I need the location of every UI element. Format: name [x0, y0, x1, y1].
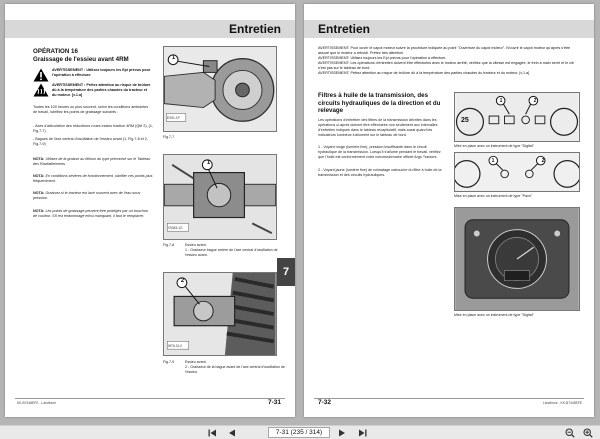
- figure-caption: Mise en place avec un instrument de type "Digital": [454, 313, 534, 317]
- intro-text: Toutes les 100 heures ou plus souvent, selon les conditions ambiantes de travail, lubrifiez les points de graissage suivants :: [33, 105, 149, 114]
- operation-heading: [33, 48, 153, 63]
- figure-rear-bushing: [163, 154, 277, 240]
- note-label: NOTA:: [33, 157, 45, 161]
- next-page-icon[interactable]: [336, 427, 348, 439]
- page-indicator[interactable]: 7-31 (235 / 314): [268, 427, 330, 438]
- figure-caption: Fig.7-7: [163, 135, 175, 139]
- figure-pavo-dashboard: [454, 152, 580, 192]
- callout-number: 2: [541, 158, 545, 164]
- footer-divider: [15, 398, 285, 399]
- note-severe: NOTA: En conditions sévères de fonctionnement, lubrifier ces points plus fréquemment.: [33, 174, 153, 183]
- note-label: NOTA:: [33, 191, 45, 195]
- warning-epi: AVERTISSEMENT: Utilisez toujours les Epi prévus pour l'opération à effectuer.: [318, 56, 447, 60]
- figure-reference: EX91-1P: [167, 116, 180, 120]
- operation-subtitle: Graissage de l'essieu avant 4RM: [33, 55, 129, 63]
- figure-caption: Mise en place avec un instrument de type "Digital": [454, 144, 534, 148]
- prev-page-icon[interactable]: [226, 427, 238, 439]
- first-page-icon[interactable]: [206, 427, 218, 439]
- figure-digital-dashboard: [454, 92, 580, 142]
- warning-triangle-icon: [33, 68, 49, 82]
- right-page: [304, 4, 594, 417]
- indicator-yellow: 2 - Voyant jaune (lumière fixe) de colmatage cartouche du filtre à huile de la transmission et des circuits hydrauliques.: [318, 168, 442, 177]
- figure-front-bushing: [163, 272, 277, 356]
- note-label: NOTA:: [33, 209, 45, 213]
- dashboard-photo-illustration: [455, 208, 579, 310]
- callout-number: 1: [206, 160, 211, 166]
- indicator-red: 1 - Voyant rouge (lumière fixe), pression insuffisante dans le circuit hydraulique de la transmission. Lorsqu'il s'allume pendant le travail, vérifiez que l'huile est conformément votre concessionnaire officiel Argo Tractors.: [318, 145, 441, 159]
- axle-pivot-illustration: [164, 47, 276, 131]
- zoom-in-icon[interactable]: [582, 427, 594, 439]
- note-washing: NOTA: Graissez si le tracteur est lavé souvent avec de l'eau sous pression.: [33, 191, 141, 200]
- viewer-toolbar: [0, 425, 600, 439]
- figure-description: Essieu avant. 1 - Graisseur bague arrière de l'axe central d'oscillation de l'essieu avant.: [185, 243, 278, 257]
- header-title: Entretien: [318, 22, 371, 36]
- figure-description: Essieu avant. 2 - Graisseur de la bague avant de l'axe central d'oscillation de l'essieu.: [185, 360, 285, 374]
- callout-number: 1: [171, 55, 176, 61]
- page-number: 7-32: [318, 399, 332, 406]
- bullet-item: - Axes d'articulation des réducteurs roues essieu traction 4RM (Qté 2), (1, Fig.7-7): [33, 124, 153, 133]
- warnings-block: [318, 46, 580, 76]
- warning-hood: AVERTISSEMENT: Pour ouvrir le capot moteur suivre la procédure indiquée au point "Ouverture du capot moteur". N'ouvrir le capot moteur qu'après s'être assuré que le moteur a refroidi. Prêtez très attention.: [318, 46, 571, 55]
- footer-text: KK-B7448EFE - Landforce: [17, 401, 57, 405]
- warning-burn: AVERTISSEMENT: Prêtez attention au risque de brûlure dû à la température des parties chaudes du tracteur et du moteur. [v.1.a]: [318, 71, 530, 75]
- figure-reference: WT6-3J-0: [168, 344, 182, 348]
- callout-number: 1: [499, 98, 503, 104]
- footer-divider: [314, 398, 584, 399]
- figure-caption: Fig.7-8: [163, 243, 175, 247]
- figure-dashboard-photo: [454, 207, 580, 311]
- bullet-item: - Bagues de l'axe central d'oscillation de l'essieu avant (1, Fig.7-8 et 2, Fig.7-9): [33, 137, 148, 146]
- note-lithium: NOTA: Utilisez de la graisse au lithium du type préconisé sur le Tableau des Ravitaillements.: [33, 157, 151, 166]
- pavo-dashboard-illustration: [455, 153, 579, 191]
- last-page-icon[interactable]: [356, 427, 368, 439]
- figure-caption: Fig.7-9: [163, 360, 175, 364]
- footer-text: Landforce - KK-B7448EFE: [542, 401, 582, 405]
- figure-axle-pivot: [163, 46, 277, 132]
- callout-number: 1: [491, 158, 495, 164]
- hot-surface-warning-icon: [33, 83, 49, 97]
- figure-caption: Mise en place avec un instrument de type "Pavo": [454, 194, 533, 198]
- figure-reference: V9345-1G: [168, 226, 183, 230]
- note-label: NOTA:: [33, 174, 45, 178]
- body-text: Les opérations d'entretien des filtres de la transmission décrites dans les opérations ci-après doivent être effectuées non seulement aux intervalles d'entretien indiqués dans le tableau récapitulatif, mais aussi quand les indicateurs lumineux s'allument sur le tableau de bord.: [318, 118, 438, 137]
- callout-number: 2: [180, 278, 185, 284]
- gauge-value: 25: [461, 117, 469, 124]
- warning-burn: AVERTISSEMENT : Prêtez attention au risque de brûlure dû à la température des parties chaudes du tracteur et du moteur. [v.1.a]: [52, 83, 151, 97]
- warning-epi: AVERTISSEMENT : Utilisez toujours les Epi prévus pour l'opération à effectuer.: [52, 68, 151, 77]
- page-number: 7-31: [267, 399, 281, 406]
- front-bushing-illustration: [164, 273, 276, 355]
- operation-title: OPÉRATION 16: [33, 48, 78, 55]
- header-title: Entretien: [228, 22, 281, 36]
- section-title: Filtres à huile de la transmission, des circuits hydrauliques de la direction et du relevage: [318, 92, 441, 115]
- note-caps: NOTA: Les points de graissage peuvent être protégés par un bouchon de couleur. S'il est endommagé et/ou manquant, il faut le remplacer.: [33, 209, 148, 218]
- section-tab: 7: [277, 258, 295, 286]
- warning-engine-off: AVERTISSEMENT: Les opérations d'entretien doivent être effectuées avec le moteur arrêté, vérifiez que la vitesse est engagée, le frein à main serré et le clé n'est pas sur le tableau de bord.: [318, 61, 574, 70]
- callout-number: 2: [533, 98, 537, 104]
- digital-dashboard-illustration: [455, 93, 579, 141]
- zoom-out-icon[interactable]: [564, 427, 576, 439]
- left-page: [5, 4, 295, 417]
